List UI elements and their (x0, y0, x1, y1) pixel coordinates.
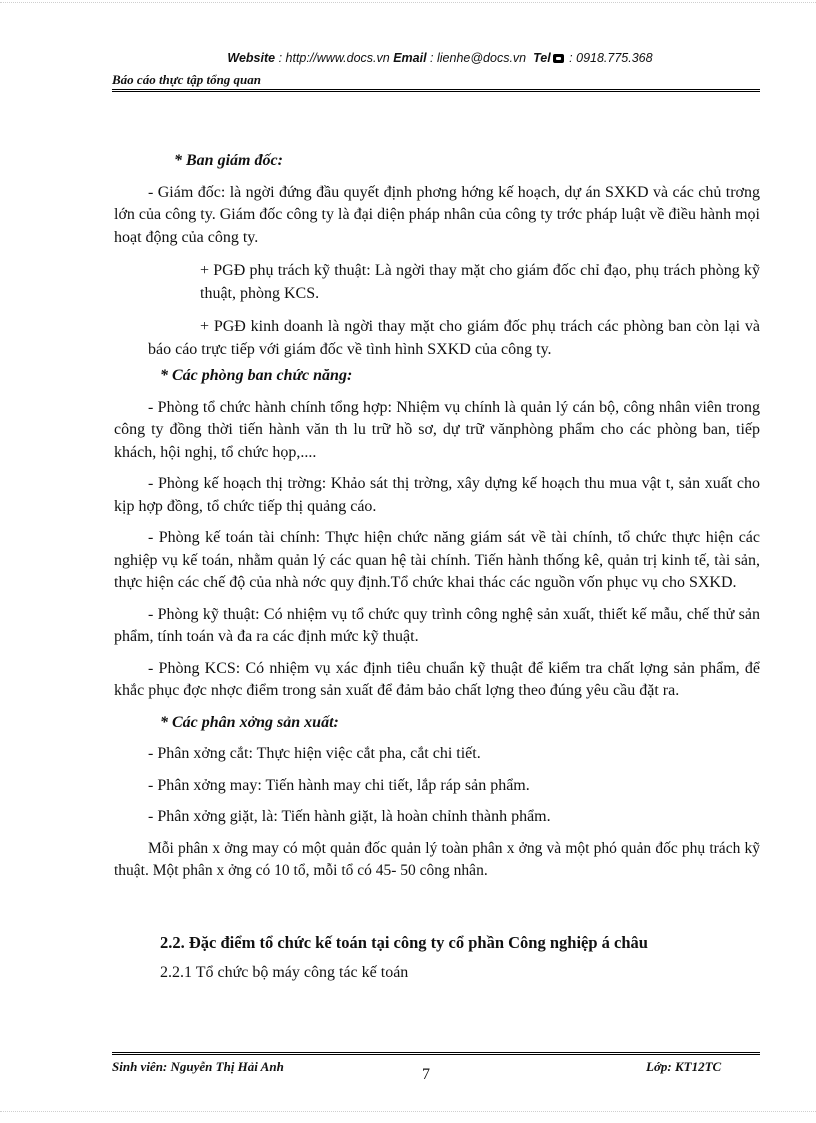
website-label: Website (227, 51, 276, 65)
paragraph-pgd-ky-thuat-text: + PGĐ phụ trách kỹ thuật: Là ngời thay mặt cho giám đốc chỉ đạo, phụ trách phòng kỹ thuật, phòng KCS. (200, 262, 760, 302)
report-title: Báo cáo thực tập tổng quan (112, 72, 262, 87)
tel-value: : 0918.775.368 (565, 51, 653, 65)
paragraph-phong-ke-toan: - Phòng kế toán tài chính: Thực hiện chức năng giám sát về tài chính, tổ chức thực hiện các nghiệp vụ kế toán, nhằm quản lý các quan hệ tài chính. Tiến hành thống kê, quản trị kinh tế, tài sản, thực hiện các chế độ của nhà nớc quy định.Tổ chức khai thác các nguồn vốn phục vụ cho SXKD. (114, 529, 760, 591)
email-value: lienhe@docs.vn (437, 51, 527, 65)
page-bottom-edge (0, 1111, 816, 1112)
main-content (114, 150, 760, 985)
phone-icon (553, 54, 564, 63)
subsection-2-2-1: 2.2.1 Tổ chức bộ máy công tác kế toán (160, 964, 409, 981)
paragraph-phong-ke-hoach: - Phòng kế hoạch thị trờng: Khảo sát thị trờng, xây dựng kế hoạch thu mua vật t, sản xuất cho kịp hợp đồng, tổ chức tiếp thị quảng cáo. (114, 475, 760, 515)
paragraph-xuong-may: - Phân xởng may: Tiến hành may chi tiết, lắp ráp sản phẩm. (148, 776, 530, 794)
section-heading-2-2: 2.2. Đặc điểm tổ chức kế toán tại công ty cổ phần Công nghiệp á châu (160, 932, 648, 952)
footer-class: Lớp: KT12TC (646, 1059, 722, 1074)
page-number: 7 (422, 1066, 430, 1083)
paragraph-giam-doc (114, 182, 760, 250)
email-label: Email (393, 51, 427, 65)
email-separator: : (426, 51, 437, 65)
paragraph-xuong-giat: - Phân xởng giặt, là: Tiến hành giặt, là hoàn chỉnh thành phẩm. (148, 808, 551, 825)
phan-xuong-heading: * Các phân xởng sản xuất: (160, 713, 339, 731)
paragraph-pgd-kinh-doanh: + PGĐ kinh doanh là ngời thay mặt cho giám đốc phụ trách các phòng ban còn lại và báo cáo trực tiếp với giám đốc về tình hình SXKD của công ty. (148, 318, 760, 358)
header-rule (112, 89, 760, 92)
page-top-edge (0, 2, 816, 3)
paragraph-phong-kcs: - Phòng KCS: Có nhiệm vụ xác định tiêu chuẩn kỹ thuật để kiểm tra chất lợng sản phẩm, để khắc phục đợc nhợc điểm trong sản xuất để đảm bảo chất lợng theo đúng yêu cầu đặt ra. (114, 659, 760, 699)
website-value: http://www.docs.vn (285, 51, 390, 65)
phong-ban-heading: * Các phòng ban chức năng: (160, 367, 353, 384)
footer-rule (112, 1052, 760, 1055)
paragraph-quan-doc: Mỗi phân x ởng may có một quản đốc quản lý toàn phân x ởng và một phó quản đốc phụ trách kỹ thuật. Một phân x ởng có 10 tổ, mỗi tổ có 45- 50 công nhân. (114, 839, 760, 879)
header-contact-line (120, 51, 760, 65)
website-separator: : (275, 51, 286, 65)
footer-student: Sinh viên: Nguyễn Thị Hải Anh (112, 1059, 284, 1074)
ban-giam-doc-heading: * Ban giám đốc: (174, 152, 283, 169)
paragraph-pgd-ky-thuat (200, 260, 760, 305)
paragraph-giam-doc-text: - Giám đốc: là ngời đứng đầu quyết định phơng hớng kế hoạch, dự án SXKD và các chủ trơng lớn của công ty. Giám đốc công ty là đại diện pháp nhân của công ty trớc pháp luật về điều hành mọi hoạt động của công ty. (114, 183, 760, 246)
paragraph-phong-ky-thuat: - Phòng kỹ thuật: Có nhiệm vụ tổ chức quy trình công nghệ sản xuất, thiết kế mẫu, chế thử sản phẩm, tính toán và đa ra các định mức kỹ thuật. (114, 605, 760, 645)
tel-label: Tel (533, 51, 551, 65)
paragraph-xuong-cat: - Phân xởng cắt: Thực hiện việc cắt pha, cắt chi tiết. (148, 745, 481, 762)
paragraph-phong-to-chuc: - Phòng tổ chức hành chính tổng hợp: Nhiệm vụ chính là quản lý cán bộ, công nhân viên trong công ty đồng thời tiến hành văn th lu trữ hồ sơ, dự trữ vănphòng phẩm cho các phòng ban, tiếp khách, hội nghị, tổ chức họp,.... (114, 398, 760, 461)
